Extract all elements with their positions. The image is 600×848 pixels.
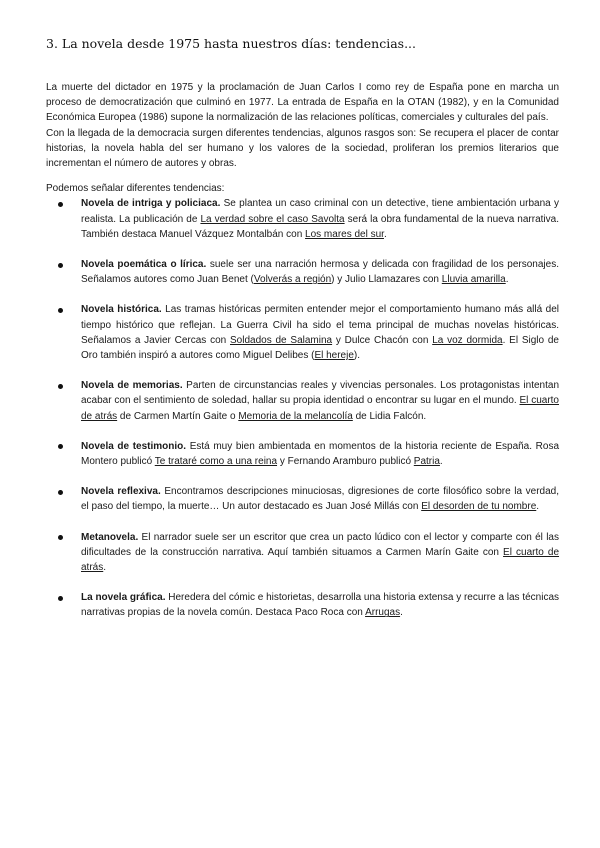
- list-intro: Podemos señalar diferentes tendencias:: [46, 183, 225, 195]
- tendencia-text: .: [439, 456, 443, 468]
- book-title: La voz dormida: [432, 334, 503, 346]
- tendencia-text: .: [536, 501, 540, 513]
- tendencia-text: .: [400, 607, 403, 619]
- list-item: [46, 257, 559, 287]
- tendencia-text: Heredera del cómic e historietas, desarrolla una historia extensa y recurre a las técnicas narrativas propias de la novela común. Destaca Paco Roca con: [81, 592, 560, 619]
- tendencia-text: ).: [353, 350, 361, 362]
- section-title: 3. La novela desde 1975 hasta nuestros días: tendencias...: [46, 36, 417, 51]
- tendencia-label: La novela gráfica.: [81, 592, 166, 604]
- book-title: El cuarto de atrás: [81, 546, 560, 574]
- list-item: [46, 590, 559, 620]
- tendencia-text: y Dulce Chacón con: [332, 334, 433, 346]
- tendencia-text: .: [505, 274, 509, 286]
- tendencia-text: .: [103, 562, 107, 574]
- tendencia-text: de Lidia Falcón.: [352, 410, 427, 422]
- tendencias-list: [46, 196, 559, 620]
- list-item: [46, 378, 559, 424]
- book-title: Patria: [413, 456, 440, 468]
- tendencia-text: y Fernando Aramburo publicó: [277, 456, 414, 468]
- tendencia-label: Novela de memorias.: [81, 380, 183, 392]
- tendencia-text: Está muy bien ambientada en momentos de la historia reciente de España. Rosa Montero publicó: [81, 440, 560, 468]
- book-title: Soldados de Salamina: [230, 334, 333, 346]
- tendencia-label: Novela poemática o lírica.: [81, 259, 207, 271]
- book-title: La verdad sobre el caso Savolta: [200, 213, 345, 225]
- tendencia-label: Novela histórica.: [81, 304, 162, 316]
- list-item: [46, 484, 559, 514]
- context-paragraph: Con la llegada de la democracia surgen diferentes tendencias, algunos rasgos son: Se recupera el placer de contar historias, la novela habla del ser humano y los valores de la sociedad, proliferan los premios literarios que incrementan el número de autores y obras.: [46, 127, 559, 170]
- book-title: Memoria de la melancolía: [238, 410, 353, 422]
- tendencia-text: Las tramas históricas permiten entender mejor el comportamiento humano más allá del tiempo histórico que reflejan. La Guerra Civil ha sido el tema principal de muchas novelas históricas. Señalamos a Javier Cercas con: [81, 304, 559, 346]
- book-title: Te trataré como a una reina: [154, 456, 278, 468]
- tendencia-label: Metanovela.: [81, 531, 139, 543]
- book-title: El desorden de tu nombre: [421, 501, 537, 513]
- book-title: Los mares del sur: [305, 228, 384, 240]
- tendencia-label: Novela de testimonio.: [81, 440, 187, 452]
- tendencia-text: Se plantea un caso criminal con un detective, tiene ambientación urbana y realista. La publicación de: [81, 198, 559, 225]
- document-body: [46, 80, 559, 636]
- tendencia-text: . El Siglo de Oro también inspiró a autores como Miguel Delibes (: [81, 334, 559, 362]
- tendencia-text: .: [383, 228, 387, 240]
- list-item: [46, 530, 559, 576]
- tendencia-text: Parten de circunstancias reales y vivencias personales. Los protagonistas intentan acabar con el sentimiento de soledad, hallar su propia identidad o encontrar su lugar en el mundo.: [81, 380, 560, 407]
- list-item: [46, 196, 559, 242]
- book-title: El hereje: [314, 350, 354, 362]
- book-title: Lluvia amarilla: [441, 274, 506, 286]
- book-title: El cuarto de atrás: [81, 395, 559, 422]
- tendencia-text: será la obra fundamental de la nueva narrativa. También destaca Manuel Vázquez Montalbán con: [81, 213, 559, 240]
- list-item: [46, 302, 559, 363]
- tendencia-text: suele ser una narración hermosa y delicada con fragilidad de los personajes. Señalamos autores como Juan Benet (: [81, 259, 559, 286]
- list-item: [46, 439, 559, 469]
- tendencia-text: de Carmen Martín Gaite o: [117, 410, 239, 422]
- tendencia-text: El narrador suele ser un escritor que crea un pacto lúdico con el lector y comparte con él las dificultades de la construcción narrativa. Aquí también situamos a Carmen Marín Gaite con: [81, 531, 559, 558]
- tendencia-text: ) y Julio Llamazares con: [331, 274, 442, 286]
- intro-paragraph: La muerte del dictador en 1975 y la proclamación de Juan Carlos I como rey de España pone en marcha un proceso de democratización que culminó en 1977. La entrada de España en la OTAN (1982), y en la Comunidad Económica Europea (1986) supone la normalización de las relaciones políticas, comerciales y culturales del país.: [46, 82, 559, 124]
- tendencia-label: Novela reflexiva.: [81, 486, 161, 498]
- book-title: Volverás a región: [253, 274, 332, 286]
- tendencia-label: Novela de intriga y policiaca.: [81, 198, 221, 210]
- tendencia-text: Encontramos descripciones minuciosas, digresiones de corte filosófico sobre la verdad, el paso del tiempo, la muerte… Un autor destacado es Juan José Millás con: [81, 486, 559, 513]
- book-title: Arrugas: [365, 607, 401, 619]
